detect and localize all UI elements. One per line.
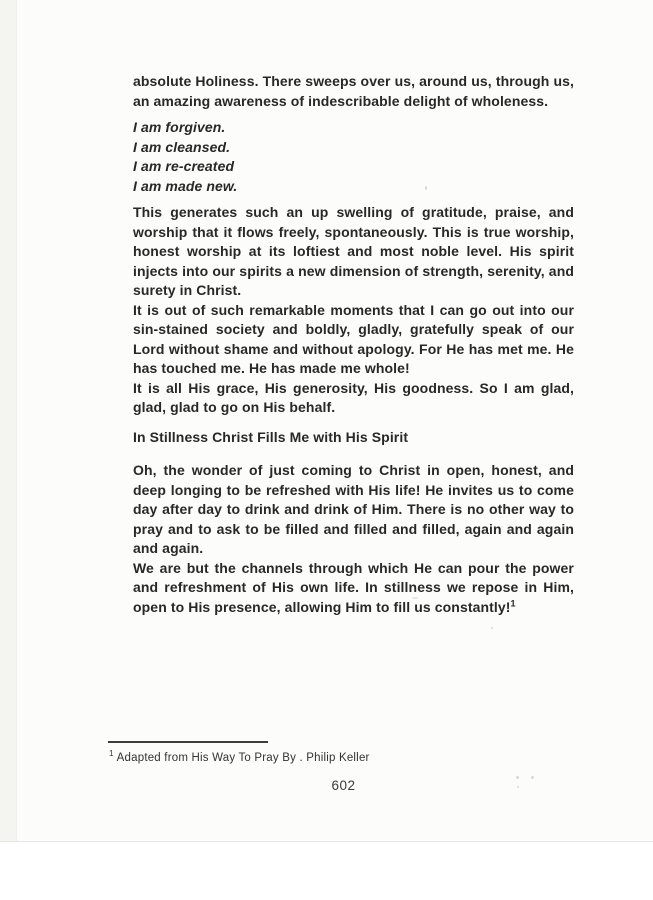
scan-speck <box>491 627 493 629</box>
body-paragraph-2: This generates such an up swelling of gratitude, praise, and worship that it flows freely, spontaneously. This is true worship, honest worship at its loftiest and most noble level. His spirit injects into our spirits a new dimension of strength, serenity, and surety in Christ. <box>133 204 574 298</box>
scan-speck <box>516 776 519 779</box>
body-paragraph-4: It is all His grace, His generosity, His goodness. So I am glad, glad, glad to go on His behalf. <box>133 379 574 415</box>
scan-speck <box>412 597 418 599</box>
footnote-divider-rule <box>108 741 268 743</box>
body-paragraph-3: It is out of such remarkable moments that I can go out into our sin-stained society and boldly, gladly, gratefully speak of our Lord without shame and without apology. For He has met me. He has touched me. He has made me whole! <box>133 301 574 376</box>
footnote-reference-marker: 1 <box>510 597 516 608</box>
affirmation-line-2: I am cleansed. <box>133 138 231 155</box>
body-paragraph-1: absolute Holiness. There sweeps over us, around us, through us, an amazing awareness of indescribable delight of wholeness. <box>133 73 574 109</box>
affirmation-line-1: I am forgiven. <box>133 119 226 135</box>
scan-speck <box>517 786 519 788</box>
body-paragraph-6-text: We are but the channels through which He can pour the power and refreshment of His own life. In stillness we repose in Him, open to His presence, allowing Him to fill us constantly! <box>133 559 574 615</box>
footnote-marker: 1 <box>109 749 114 758</box>
page-number: 602 <box>331 778 356 793</box>
body-paragraph-5: Oh, the wonder of just coming to Christ in open, honest, and deep longing to be refreshed with His life! He invites us to come day after day to drink and drink of Him. There is no other way to pray and to ask to be filled and filled and filled, again and again and again. <box>133 462 574 556</box>
page-text-column <box>133 72 574 617</box>
section-heading: In Stillness Christ Fills Me with His Spirit <box>133 428 409 445</box>
body-paragraph-6 <box>133 559 574 618</box>
footnote-text: Adapted from His Way To Pray By . Philip Keller <box>116 751 370 764</box>
scan-speck <box>531 776 534 779</box>
affirmation-line-4: I am made new. <box>133 177 238 194</box>
footnote <box>109 749 370 764</box>
affirmation-line-3: I am re-created <box>133 158 235 174</box>
scan-speck <box>425 186 427 190</box>
affirmation-list <box>133 118 574 196</box>
paper-left-edge-shadow <box>0 0 17 841</box>
